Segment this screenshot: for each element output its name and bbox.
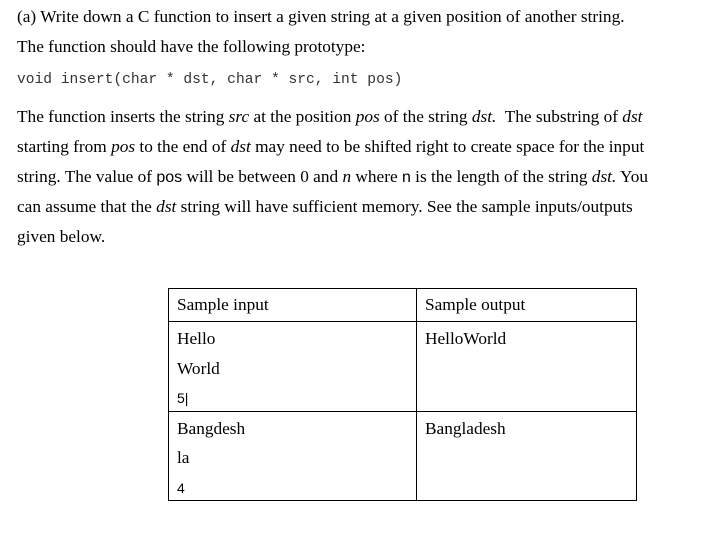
question-line-2: The function should have the following prototype: xyxy=(17,37,366,56)
paragraph-line-5: given below. xyxy=(17,227,106,246)
paragraph-line-2: starting from pos to the end of dst may need to be shifted right to create space for the input xyxy=(17,137,645,156)
header-sample-output: Sample output xyxy=(417,289,637,322)
sample-input-cell xyxy=(169,322,417,412)
paragraph-line-3: string. The value of pos will be between 0 and n where n is the length of the string dst. You xyxy=(17,167,649,186)
input-line: 5| xyxy=(177,390,189,406)
sample-input-cell xyxy=(169,411,417,501)
input-line: 4 xyxy=(177,479,185,496)
input-line: Bangdesh xyxy=(177,418,246,438)
table-row xyxy=(169,411,637,501)
input-line: Hello xyxy=(177,329,216,348)
output-line: Bangladesh xyxy=(425,418,506,438)
table-header-row xyxy=(169,289,637,322)
table-row xyxy=(169,322,637,412)
question-line-1: (a) Write down a C function to insert a given string at a given position of another string. xyxy=(17,7,625,26)
output-line: HelloWorld xyxy=(425,329,507,348)
input-line: la xyxy=(177,448,190,467)
sample-output-cell xyxy=(417,322,637,412)
function-prototype: void insert(char * dst, char * src, int pos) xyxy=(17,72,403,88)
paragraph-line-4: can assume that the dst string will have sufficient memory. See the sample inputs/outputs xyxy=(17,197,633,216)
sample-io-table xyxy=(168,288,637,501)
sample-output-cell xyxy=(417,411,637,501)
header-sample-input: Sample input xyxy=(169,289,417,322)
input-line: World xyxy=(177,358,220,378)
paragraph-line-1: The function inserts the string src at the position pos of the string dst. The substring of dst xyxy=(17,107,643,126)
